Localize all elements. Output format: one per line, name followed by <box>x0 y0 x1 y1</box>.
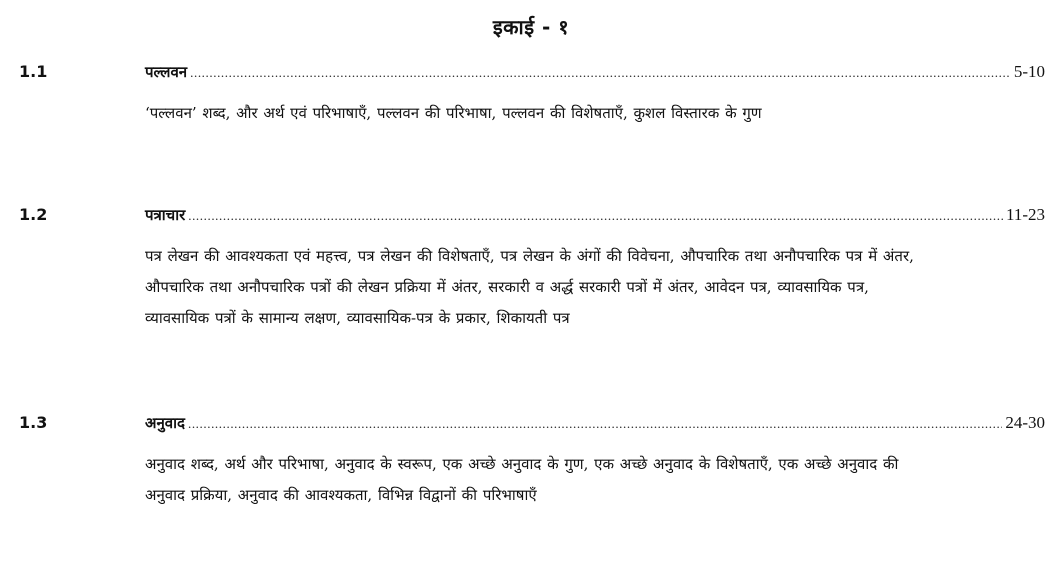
page-range: 5-10 <box>1013 62 1045 81</box>
section-number: 1.3 <box>19 413 48 432</box>
section-title: अनुवाद <box>145 414 185 432</box>
toc-entry <box>0 202 1062 327</box>
page-range: 24-30 <box>1005 413 1045 432</box>
unit-title: इकाई - १ <box>492 15 570 39</box>
dot-leader <box>188 203 1003 229</box>
section-number: 1.1 <box>19 62 48 81</box>
section-description: ‘पल्लवन’ शब्द, और अर्थ एवं परिभाषाएँ, पल्लवन की परिभाषा, पल्लवन की विशेषताएँ, कुशल विस्तारक के गुण <box>145 104 762 122</box>
page-range: 11-23 <box>1005 205 1045 224</box>
toc-entry-line <box>145 410 1045 437</box>
section-title: पल्लवन <box>145 63 188 81</box>
toc-entry <box>0 410 1062 504</box>
section-title: पत्राचार <box>145 206 186 224</box>
dot-leader <box>190 60 1011 86</box>
toc-entry <box>0 59 1062 122</box>
toc-entry-header <box>0 202 1062 228</box>
toc-entry-header <box>0 410 1062 436</box>
toc-entry-line <box>145 202 1045 229</box>
section-description: पत्र लेखन की आवश्यकता एवं महत्त्व, पत्र लेखन की विशेषताएँ, पत्र लेखन के अंगों की विवेचना, औपचारिक तथा अनौपचारिक पत्र में अंतर, औपचारिक तथा अनौपचारिक पत्रों की लेखन प्रक्रिया में अंतर, सरकारी व अर्द्ध सरकारी पत्रों में अंतर, आवेदन पत्र, व्यावसायिक पत्र, व्यावसायिक पत्रों के सामान्य लक्षण, व्यावसायिक-पत्र के प्रकार, शिकायती पत्र <box>145 247 914 327</box>
section-description: अनुवाद शब्द, अर्थ और परिभाषा, अनुवाद के स्वरूप, एक अच्छे अनुवाद के गुण, एक अच्छे अनुवाद के विशेषताएँ, एक अच्छे अनुवाद की अनुवाद प्रक्रिया, अनुवाद की आवश्यकता, विभिन्न विद्वानों की परिभाषाएँ <box>145 455 899 504</box>
toc-entry-line <box>145 59 1045 86</box>
toc-entry-header <box>0 59 1062 85</box>
dot-leader <box>188 411 1002 437</box>
section-number: 1.2 <box>19 205 48 224</box>
